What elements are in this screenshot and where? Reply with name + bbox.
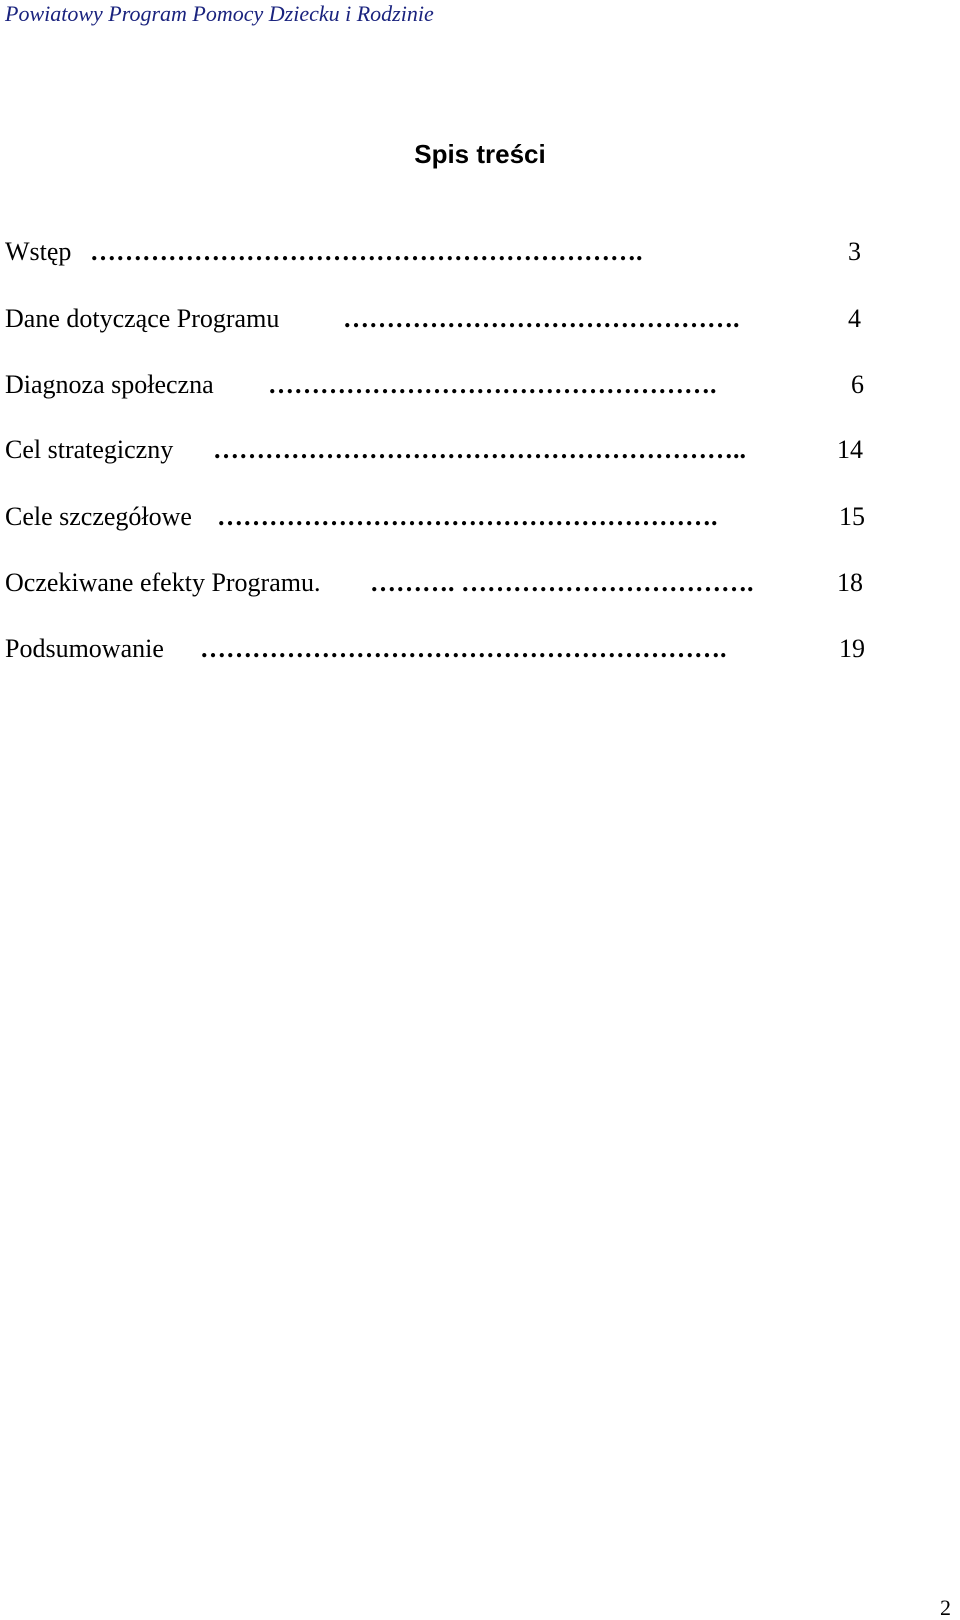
toc-entry-label: Wstęp [5, 237, 72, 266]
toc-entry[interactable] [5, 563, 960, 603]
running-header: Powiatowy Program Pomocy Dziecku i Rodzinie [5, 1, 434, 26]
toc-entry-page: 18 [837, 568, 863, 597]
toc-entry-page: 19 [839, 634, 865, 663]
toc-entry-leader: ……………………………………………………. [200, 634, 727, 663]
toc-entry[interactable] [5, 497, 960, 537]
toc-entry-page: 15 [839, 502, 865, 531]
toc-entry-page: 6 [851, 370, 864, 399]
toc-title: Spis treści [414, 139, 546, 169]
toc-entry-leader: ………………………………………………………. [90, 237, 643, 266]
page-number: 2 [940, 1595, 951, 1620]
toc-entry-label: Oczekiwane efekty Programu. [5, 568, 321, 597]
toc-entry[interactable] [5, 430, 960, 470]
toc-entry-label: Dane dotyczące Programu [5, 304, 280, 333]
toc-entry-label: Cel strategiczny [5, 435, 174, 464]
toc-entry-leader: ………………………………………. [343, 304, 740, 333]
toc-entry-label: Diagnoza społeczna [5, 370, 214, 399]
toc-entry[interactable] [5, 299, 960, 339]
toc-entry-page: 4 [848, 304, 861, 333]
toc-entry[interactable] [5, 629, 960, 669]
toc-entry-leader: …………………………………………………. [217, 502, 718, 531]
toc-entry-page: 14 [837, 435, 863, 464]
toc-entry-page: 3 [848, 237, 861, 266]
toc-entry[interactable] [5, 232, 960, 272]
toc-entry[interactable] [5, 365, 960, 405]
toc-entry-leader: ……………………………………………. [268, 370, 717, 399]
toc-entry-label: Podsumowanie [5, 634, 164, 663]
toc-entry-leader: ………. ……………………………. [370, 568, 754, 597]
toc-entry-label: Cele szczegółowe [5, 502, 192, 531]
toc-entry-leader: …………………………………………………….. [213, 435, 746, 464]
